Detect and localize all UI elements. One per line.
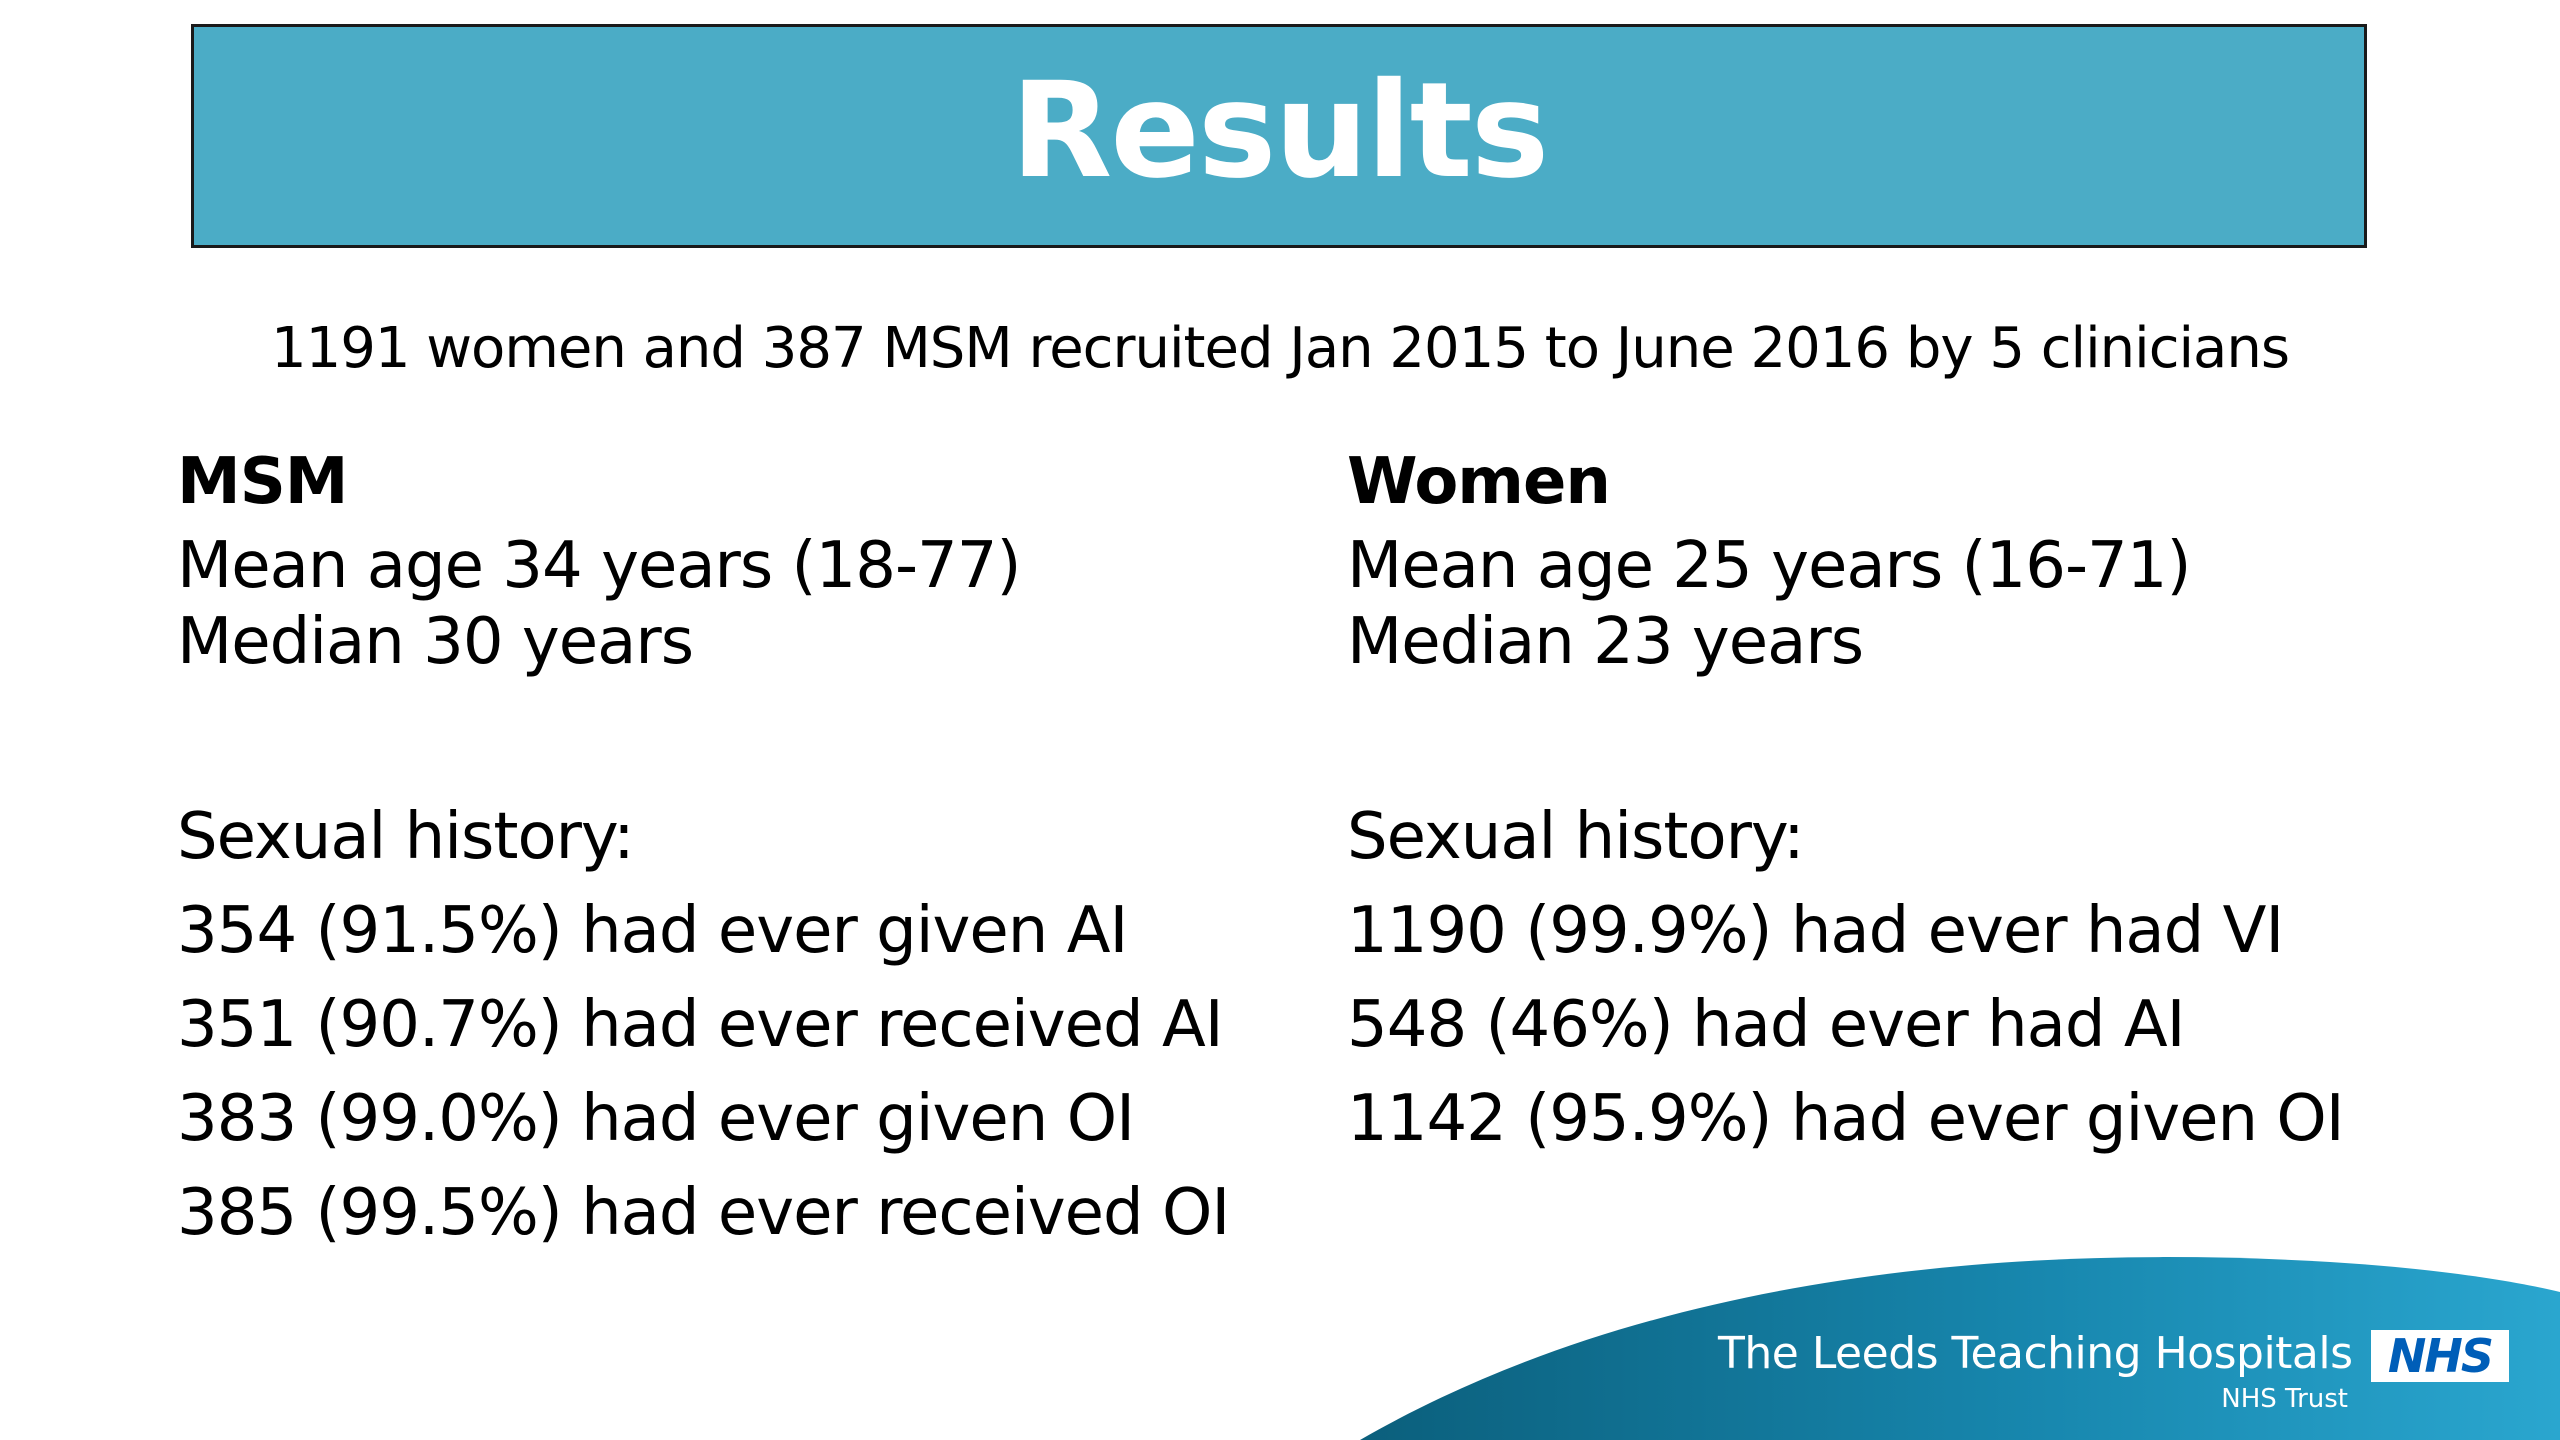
- msm-heading: MSM: [177, 445, 348, 519]
- msm-mean-age: Mean age 34 years (18-77): [177, 529, 1021, 603]
- msm-median-age: Median 30 years: [177, 605, 694, 679]
- footer-trust: NHS Trust: [2221, 1384, 2348, 1414]
- women-median-age: Median 23 years: [1347, 605, 1864, 679]
- list-item: 383 (99.0%) had ever given OI: [177, 1082, 1134, 1156]
- women-mean-age: Mean age 25 years (16-71): [1347, 529, 2191, 603]
- slide-title: Results: [1010, 54, 1548, 208]
- list-item: 354 (91.5%) had ever given AI: [177, 894, 1128, 968]
- list-item: 548 (46%) had ever had AI: [1347, 988, 2185, 1062]
- women-history-label: Sexual history:: [1347, 800, 1804, 874]
- footer-organization: The Leeds Teaching Hospitals: [1718, 1328, 2353, 1379]
- msm-history-label: Sexual history:: [177, 800, 634, 874]
- women-heading: Women: [1347, 445, 1610, 519]
- slide-subtitle: 1191 women and 387 MSM recruited Jan 2015 to June 2016 by 5 clinicians: [270, 316, 2290, 381]
- list-item: 351 (90.7%) had ever received AI: [177, 988, 1223, 1062]
- list-item: 1190 (99.9%) had ever had VI: [1347, 894, 2284, 968]
- nhs-logo-text: NHS: [2387, 1329, 2493, 1383]
- nhs-logo-icon: [2371, 1330, 2509, 1382]
- list-item: 385 (99.5%) had ever received OI: [177, 1176, 1230, 1250]
- list-item: 1142 (95.9%) had ever given OI: [1347, 1082, 2344, 1156]
